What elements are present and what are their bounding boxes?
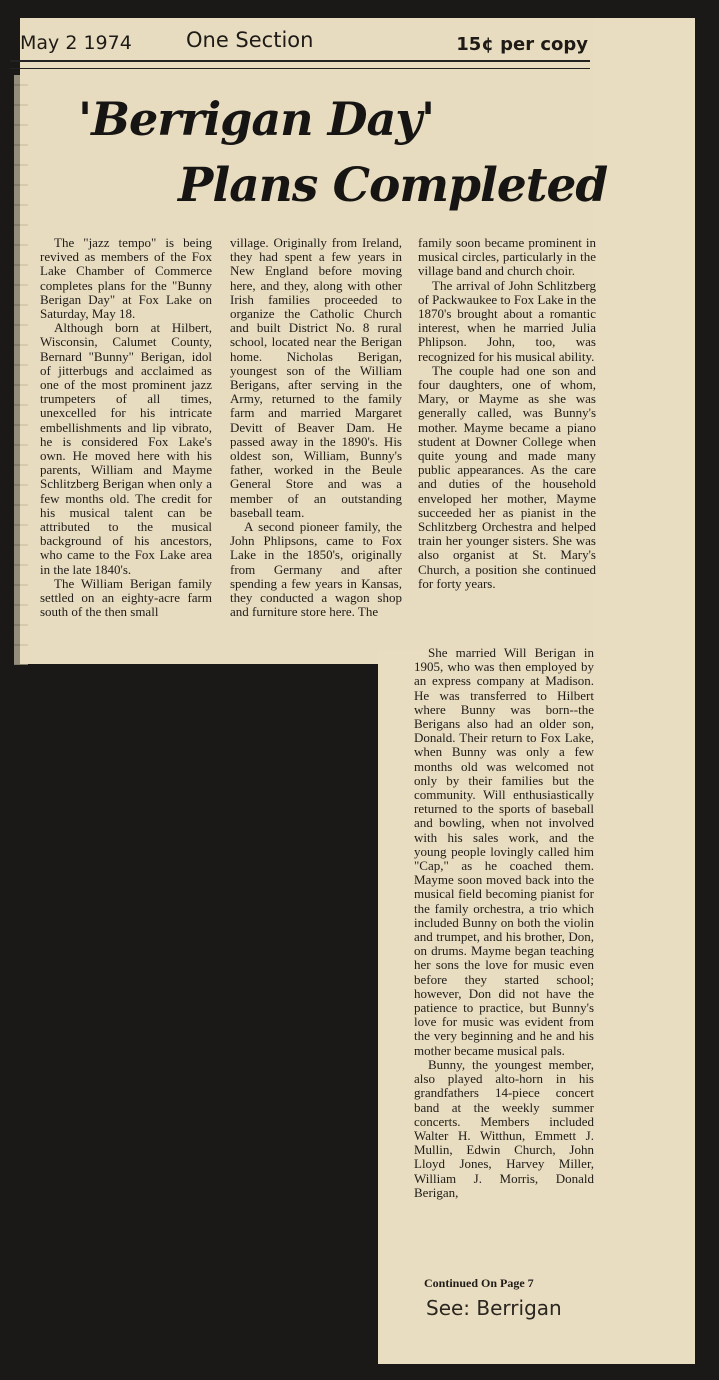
see-reference: See: Berrigan (426, 1296, 562, 1320)
headline-line-2: Plans Completed (178, 158, 608, 213)
torn-edge (14, 75, 28, 665)
article-column-3-continued (414, 646, 594, 1200)
paragraph: family soon became prominent in musical circles, particularly in the village band and church choir. (418, 235, 596, 279)
paragraph: She married Will Berigan in 1905, who was then employed by an express company at Madison. He was transferred to Hilbert where Bunny was born--the Berigans also had an older son, Donald. Their return to Fox Lake, when Bunny was only a few months old was welcomed not only by their families but the community. Will enthusiastically returned to the sports of baseball and bowling, when not involved with his sales work, and the young people lovingly called him "Cap," as he coached them. Mayme soon moved back into the musical field becoming pianist for the family orchestra, a trio which included Bunny on both the violin and trumpet, and his brother, Don, on drums. Mayme began teaching her sons the love for music even before they started school; however, Don did not have the patience to practice, but Bunny's love for music was evident from the very beginning and he and his mother became musical pals. (414, 645, 594, 1058)
paragraph: village. Originally from Ireland, they had spent a few years in New England before moving here, and they, along with other Irish families proceeded to organize the Catholic Church and built District No. 8 rural school, located near the Berigan home. Nicholas Berigan, youngest son of the William Berigans, after serving in the Army, returned to the family farm and married Margaret Devitt of Beaver Dam. He passed away in the 1890's. His oldest son, William, Bunny's father, worked in the Beule General Store and was a member of an outstanding baseball team. (230, 235, 402, 520)
article-column-2 (230, 236, 402, 619)
article-column-3 (418, 236, 596, 591)
continued-note: Continued On Page 7 (424, 1276, 534, 1290)
paragraph: The William Berigan family settled on an eighty-acre farm south of the then small (40, 575, 212, 620)
masthead-section: One Section (186, 28, 314, 52)
paragraph: The couple had one son and four daughters, one of whom, Mary, or Mayme as she was generally called, was Bunny's mother. Mayme became a piano student at Downer College when quite young and made many public appearances. As the care and duties of the household enveloped her mother, Mayme succeeded her as pianist in the Schlitzberg Orchestra and helped train her younger sisters. She was also organist at St. Mary's Church, a position she continued for forty years. (418, 362, 596, 591)
paragraph: Although born at Hilbert, Wisconsin, Calumet County, Bernard "Bunny" Berigan, idol of jitterbugs and acclaimed as one of the most prominent jazz trumpeters of all times, unexcelled for his intricate embellishments and lip vibrato, he is considered Fox Lake's own. He moved here with his parents, William and Mayme Schlitzberg Berigan when only a few months old. The credit for his musical talent can be attributed to the musical background of his ancestors, who came to the Fox Lake area in the late 1840's. (40, 320, 212, 577)
paragraph: The arrival of John Schlitzberg of Packwaukee to Fox Lake in the 1870's brought about a romantic interest, when he married Julia Phlipson. John, too, was recognized for his musical ability. (418, 277, 596, 364)
masthead-rule-thin (10, 68, 590, 69)
masthead-price: 15¢ per copy (456, 34, 588, 55)
paragraph: A second pioneer family, the John Phlipsons, came to Fox Lake in the 1850's, originally from Germany and after spending a few years in Kansas, they conducted a wagon shop and furniture store here. The (230, 519, 402, 620)
masthead-rule (10, 60, 590, 62)
headline-line-1: 'Berrigan Day' (78, 92, 435, 146)
clipping-right-strip (594, 18, 695, 658)
article-column-1 (40, 236, 212, 619)
masthead-date: May 2 1974 (20, 32, 132, 54)
paragraph: Bunny, the youngest member, also played alto-horn in his grandfathers 14-piece concert band at the weekly summer concerts. Members included Walter H. Witthun, Emmett J. Mullin, Edwin Church, John Lloyd Jones, Harvey Miller, William J. Morris, Donald Berigan, (414, 1056, 594, 1200)
paragraph: The "jazz tempo" is being revived as members of the Fox Lake Chamber of Commerce completes plans for the "Bunny Berigan Day" at Fox Lake on Saturday, May 18. (40, 235, 212, 322)
